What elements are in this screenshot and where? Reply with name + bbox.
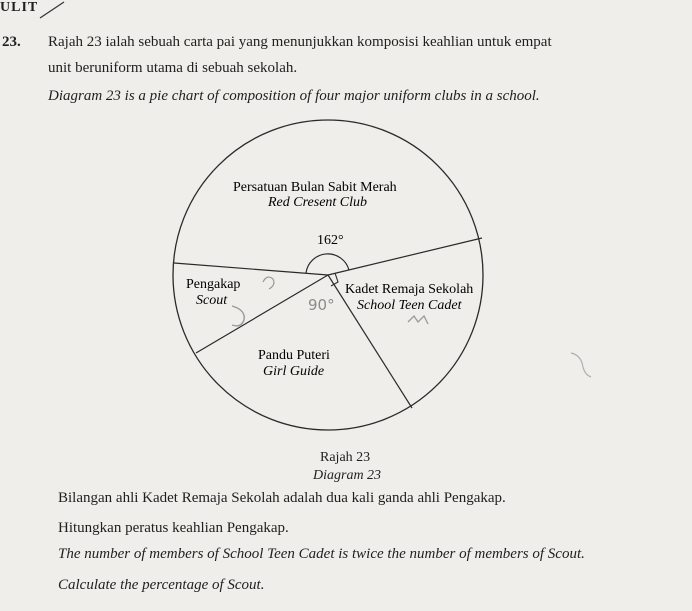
pencil-scribble-mark	[408, 316, 428, 324]
diagram-caption-malay: Rajah 23	[320, 450, 371, 465]
sector-label-scout-ms: Pengakap	[186, 277, 241, 292]
pencil-scribble-mark	[232, 306, 244, 326]
sector-label-cadet-ms: Kadet Remaja Sekolah	[345, 282, 474, 297]
right-angle-marker	[331, 273, 338, 286]
page-header-label: ULIT	[0, 0, 39, 15]
sector-label-red-crescent-ms: Persatuan Bulan Sabit Merah	[233, 180, 397, 195]
sector-label-girl-guide-en: Girl Guide	[263, 364, 325, 379]
question-number: 23.	[2, 34, 21, 50]
body-text-english-line2: Calculate the percentage of Scout.	[58, 577, 265, 593]
question-text-english: Diagram 23 is a pie chart of composition of four major uniform clubs in a school.	[48, 88, 540, 104]
sector-label-scout-en: Scout	[196, 293, 228, 308]
pie-chart	[160, 110, 500, 440]
body-text-malay-line2: Hitungkan peratus keahlian Pengakap.	[58, 520, 289, 536]
pencil-scribble-mark	[565, 345, 605, 385]
sector-label-girl-guide-ms: Pandu Puteri	[258, 348, 330, 363]
body-text-malay-line1: Bilangan ahli Kadet Remaja Sekolah adalah dua kali ganda ahli Pengakap.	[58, 490, 506, 506]
sector-label-red-crescent-en: Red Cresent Club	[268, 195, 368, 210]
sector-label-cadet-en: School Teen Cadet	[357, 298, 462, 313]
pie-divider-redcrescent-cadet	[328, 238, 482, 275]
handwritten-angle-90: 90°	[308, 296, 335, 314]
angle-arc-162	[306, 254, 349, 273]
angle-label-162: 162°	[317, 233, 344, 248]
question-text-malay-line1: Rajah 23 ialah sebuah carta pai yang menunjukkan komposisi keahlian untuk empat	[48, 34, 552, 50]
pie-divider-scout-redcrescent	[174, 263, 328, 275]
question-text-malay-line2: unit beruniform utama di sebuah sekolah.	[48, 60, 298, 76]
diagram-caption-english: Diagram 23	[313, 468, 382, 483]
header-slash-line	[38, 0, 68, 20]
pencil-scribble-mark	[263, 277, 274, 289]
body-text-english-line1: The number of members of School Teen Cadet is twice the number of members of Scout.	[58, 546, 585, 562]
